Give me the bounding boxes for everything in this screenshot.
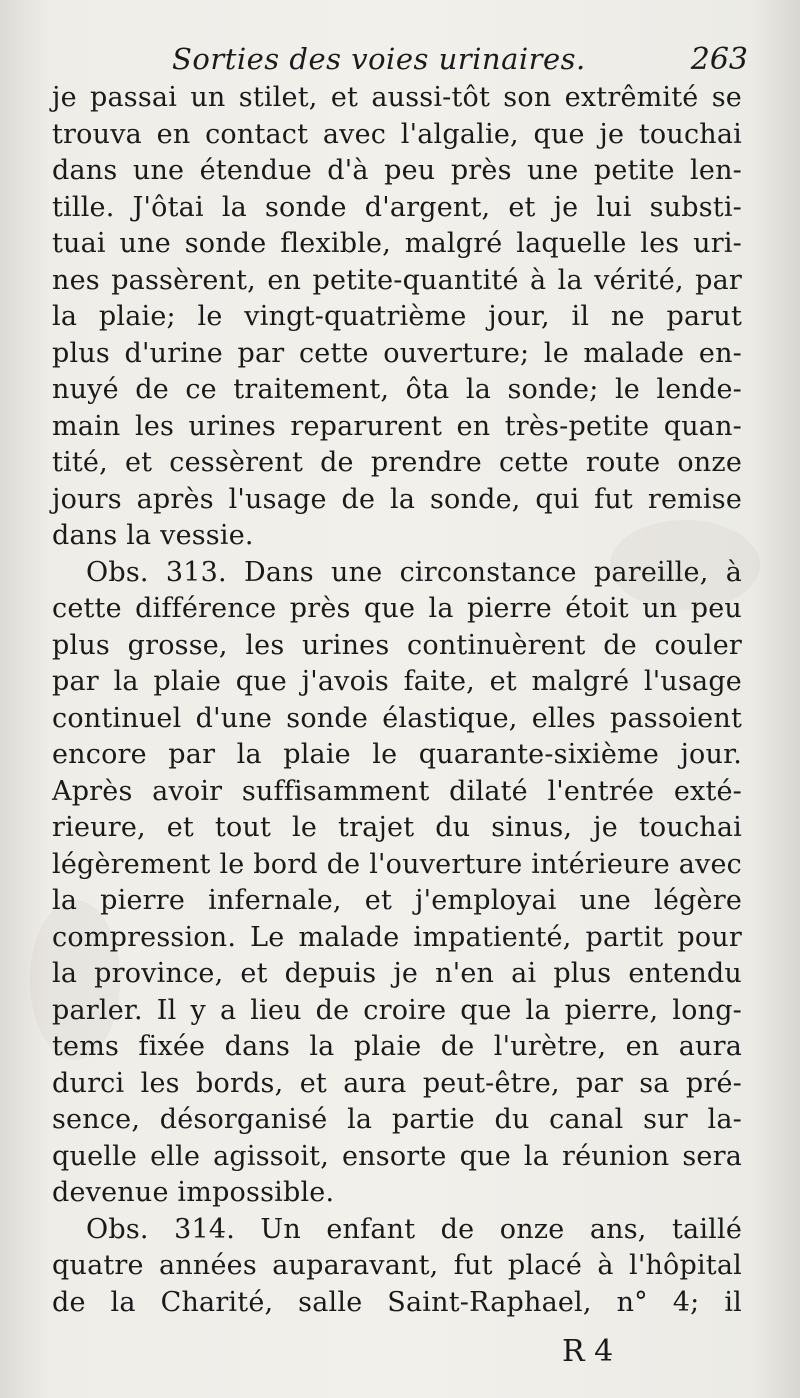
text-line: compression. Le malade impatienté, partit pour [52, 921, 742, 953]
text-line: tille. J'ôtai la sonde d'argent, et je lui substi- [52, 191, 742, 223]
text-line: parler. Il y a lieu de croire que la pierre, long- [52, 994, 742, 1026]
text-line: cette différence près que la pierre étoit un peu [52, 593, 742, 624]
text-line: plus d'urine par cette ouverture; le malade en- [52, 337, 742, 369]
text-line: sence, désorganisé la partie du canal sur la- [52, 1104, 742, 1135]
text-line: légèrement le bord de l'ouverture intérieure avec [52, 848, 742, 880]
text-line: dans la vessie. [52, 520, 254, 551]
text-line: quatre années auparavant, fut placé à l'hôpital [52, 1250, 742, 1281]
text-line: nes passèrent, en petite-quantité à la vérité, par [52, 264, 742, 296]
text-line: la province, et depuis je n'en ai plus entendu [52, 958, 742, 989]
signature-mark: R 4 [562, 1334, 614, 1369]
text-line: quelle elle agissoit, ensorte que la réunion sera [52, 1140, 742, 1172]
text-line: la pierre infernale, et j'employai une légère [52, 885, 742, 916]
text-line: durci les bords, et aura peut-être, par sa pré- [52, 1067, 742, 1099]
text-line: rieure, et tout le trajet du sinus, je touchai [52, 812, 742, 843]
text-line: encore par la plaie le quarante-sixième jour. [52, 739, 742, 770]
text-line: trouva en contact avec l'algalie, que je touchai [52, 118, 742, 150]
text-line: par la plaie que j'avois faite, et malgré l'usage [52, 666, 742, 697]
body-text [52, 80, 742, 1321]
text-line: Obs. 314. Un enfant de onze ans, taillé [86, 1213, 742, 1245]
running-title: Sorties des voies urinaires. [172, 42, 586, 76]
text-line: Après avoir suffisamment dilaté l'entrée exté- [52, 775, 742, 807]
text-line: nuyé de ce traitement, ôta la sonde; le lende- [52, 374, 742, 405]
page-number: 263 [690, 42, 748, 77]
text-line: de la Charité, salle Saint-Raphael, n° 4; il [52, 1286, 742, 1318]
text-line: continuel d'une sonde élastique, elles passoient [52, 702, 742, 734]
text-line: main les urines reparurent en très-petite quan- [52, 410, 742, 442]
text-line: dans une étendue d'à peu près une petite len- [52, 155, 742, 186]
text-line: plus grosse, les urines continuèrent de couler [52, 629, 742, 661]
text-line: tuai une sonde flexible, malgré laquelle les uri- [52, 228, 742, 259]
text-line: jours après l'usage de la sonde, qui fut remise [52, 483, 742, 515]
text-line: Obs. 313. Dans une circonstance pareille, à [86, 556, 742, 588]
text-line: tité, et cessèrent de prendre cette route onze [52, 447, 742, 478]
text-line: devenue impossible. [52, 1177, 335, 1208]
text-line: je passai un stilet, et aussi-tôt son extrêmité se [52, 82, 742, 113]
text-line: tems fixée dans la plaie de l'urètre, en aura [52, 1031, 742, 1062]
text-line: la plaie; le vingt-quatrième jour, il ne parut [52, 301, 742, 332]
